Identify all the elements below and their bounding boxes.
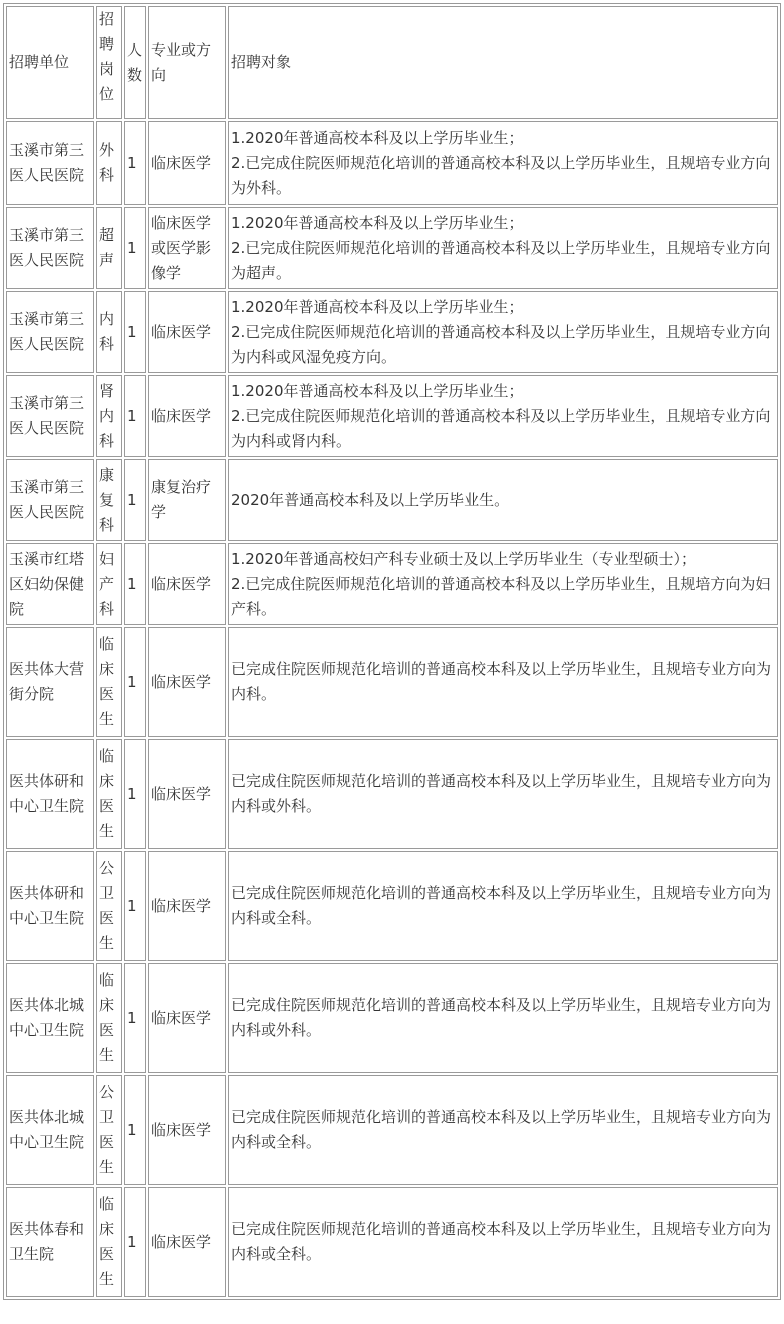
table-row <box>6 627 778 737</box>
cell-count: 1 <box>124 291 146 373</box>
cell-unit: 玉溪市第三医人民医院 <box>6 459 94 541</box>
cell-post: 肾内科 <box>96 375 122 457</box>
cell-unit: 玉溪市第三医人民医院 <box>6 207 94 289</box>
cell-post: 超声 <box>96 207 122 289</box>
table-row <box>6 459 778 541</box>
table-row <box>6 291 778 373</box>
target-line: 已完成住院医师规范化培训的普通高校本科及以上学历毕业生，且规培专业方向为内科或全科。 <box>231 884 772 927</box>
cell-post: 康复科 <box>96 459 122 541</box>
cell-post: 临床医生 <box>96 963 122 1073</box>
cell-target <box>228 1075 778 1185</box>
cell-count: 1 <box>124 375 146 457</box>
cell-major: 临床医学 <box>148 375 226 457</box>
cell-target <box>228 543 778 625</box>
target-line: 2.已完成住院医师规范化培训的普通高校本科及以上学历毕业生，且规培专业方向为内科或肾内科。 <box>231 406 771 450</box>
header-unit: 招聘单位 <box>6 6 94 119</box>
cell-unit: 玉溪市第三医人民医院 <box>6 375 94 457</box>
target-line: 已完成住院医师规范化培训的普通高校本科及以上学历毕业生，且规培专业方向为内科或外科。 <box>231 996 772 1039</box>
target-line: 已完成住院医师规范化培训的普通高校本科及以上学历毕业生，且规培专业方向为内科或全科。 <box>231 1108 772 1151</box>
cell-unit: 医共体春和卫生院 <box>6 1187 94 1297</box>
cell-count: 1 <box>124 963 146 1073</box>
recruitment-table <box>3 3 781 1300</box>
cell-target <box>228 207 778 289</box>
cell-target <box>228 627 778 737</box>
target-line: 已完成住院医师规范化培训的普通高校本科及以上学历毕业生，且规培专业方向为内科或外科。 <box>231 772 772 815</box>
cell-post: 妇产科 <box>96 543 122 625</box>
cell-major: 临床医学 <box>148 291 226 373</box>
table-row <box>6 375 778 457</box>
cell-major: 临床医学 <box>148 963 226 1073</box>
cell-major: 临床医学 <box>148 739 226 849</box>
table-row <box>6 207 778 289</box>
target-line: 已完成住院医师规范化培训的普通高校本科及以上学历毕业生，且规培专业方向为内科或全科。 <box>231 1220 772 1263</box>
cell-count: 1 <box>124 1187 146 1297</box>
cell-post: 公卫医生 <box>96 851 122 961</box>
table-row <box>6 543 778 625</box>
cell-major: 康复治疗学 <box>148 459 226 541</box>
target-line: 1.2020年普通高校本科及以上学历毕业生； <box>231 213 524 232</box>
table-row <box>6 963 778 1073</box>
header-count: 人数 <box>124 6 146 119</box>
recruitment-table-wrapper <box>3 3 781 1300</box>
recruitment-table-body <box>6 6 778 1297</box>
cell-post: 临床医生 <box>96 739 122 849</box>
cell-unit: 医共体研和中心卫生院 <box>6 851 94 961</box>
cell-count: 1 <box>124 121 146 205</box>
target-line: 1.2020年普通高校本科及以上学历毕业生； <box>231 381 524 400</box>
cell-target <box>228 375 778 457</box>
cell-major: 临床医学 <box>148 851 226 961</box>
cell-target <box>228 459 778 541</box>
cell-unit: 玉溪市第三医人民医院 <box>6 291 94 373</box>
cell-count: 1 <box>124 851 146 961</box>
cell-major: 临床医学 <box>148 1187 226 1297</box>
cell-unit: 玉溪市红塔区妇幼保健院 <box>6 543 94 625</box>
cell-target <box>228 963 778 1073</box>
cell-major: 临床医学 <box>148 121 226 205</box>
table-header-row <box>6 6 778 119</box>
target-line: 2.已完成住院医师规范化培训的普通高校本科及以上学历毕业生，且规培专业方向为内科或风湿免疫方向。 <box>231 322 771 366</box>
table-row <box>6 851 778 961</box>
cell-major: 临床医学 <box>148 543 226 625</box>
cell-post: 临床医生 <box>96 627 122 737</box>
table-row <box>6 739 778 849</box>
target-line: 2020年普通高校本科及以上学历毕业生。 <box>231 490 510 509</box>
cell-target <box>228 1187 778 1297</box>
cell-count: 1 <box>124 739 146 849</box>
cell-post: 内科 <box>96 291 122 373</box>
table-row <box>6 1187 778 1297</box>
cell-post: 临床医生 <box>96 1187 122 1297</box>
target-line: 2.已完成住院医师规范化培训的普通高校本科及以上学历毕业生，且规培专业方向为外科。 <box>231 153 771 197</box>
cell-post: 外科 <box>96 121 122 205</box>
header-post: 招聘岗位 <box>96 6 122 119</box>
cell-unit: 医共体北城中心卫生院 <box>6 1075 94 1185</box>
table-row <box>6 1075 778 1185</box>
cell-target <box>228 739 778 849</box>
target-line: 已完成住院医师规范化培训的普通高校本科及以上学历毕业生，且规培专业方向为内科。 <box>231 660 772 703</box>
cell-count: 1 <box>124 207 146 289</box>
cell-unit: 玉溪市第三医人民医院 <box>6 121 94 205</box>
cell-major: 临床医学 <box>148 1075 226 1185</box>
cell-target <box>228 291 778 373</box>
target-line: 2.已完成住院医师规范化培训的普通高校本科及以上学历毕业生，且规培专业方向为超声。 <box>231 238 771 282</box>
cell-major: 临床医学或医学影像学 <box>148 207 226 289</box>
header-target: 招聘对象 <box>228 6 778 119</box>
header-major: 专业或方向 <box>148 6 226 119</box>
target-line: 1.2020年普通高校本科及以上学历毕业生； <box>231 128 524 147</box>
cell-target <box>228 121 778 205</box>
cell-post: 公卫医生 <box>96 1075 122 1185</box>
cell-major: 临床医学 <box>148 627 226 737</box>
table-row <box>6 121 778 205</box>
cell-unit: 医共体研和中心卫生院 <box>6 739 94 849</box>
cell-count: 1 <box>124 627 146 737</box>
cell-count: 1 <box>124 543 146 625</box>
target-line: 1.2020年普通高校本科及以上学历毕业生； <box>231 297 524 316</box>
cell-unit: 医共体大营街分院 <box>6 627 94 737</box>
cell-target <box>228 851 778 961</box>
target-line: 2.已完成住院医师规范化培训的普通高校本科及以上学历毕业生，且规培方向为妇产科。 <box>231 574 771 618</box>
cell-unit: 医共体北城中心卫生院 <box>6 963 94 1073</box>
cell-count: 1 <box>124 459 146 541</box>
cell-count: 1 <box>124 1075 146 1185</box>
target-line: 1.2020年普通高校妇产科专业硕士及以上学历毕业生（专业型硕士）； <box>231 549 696 568</box>
